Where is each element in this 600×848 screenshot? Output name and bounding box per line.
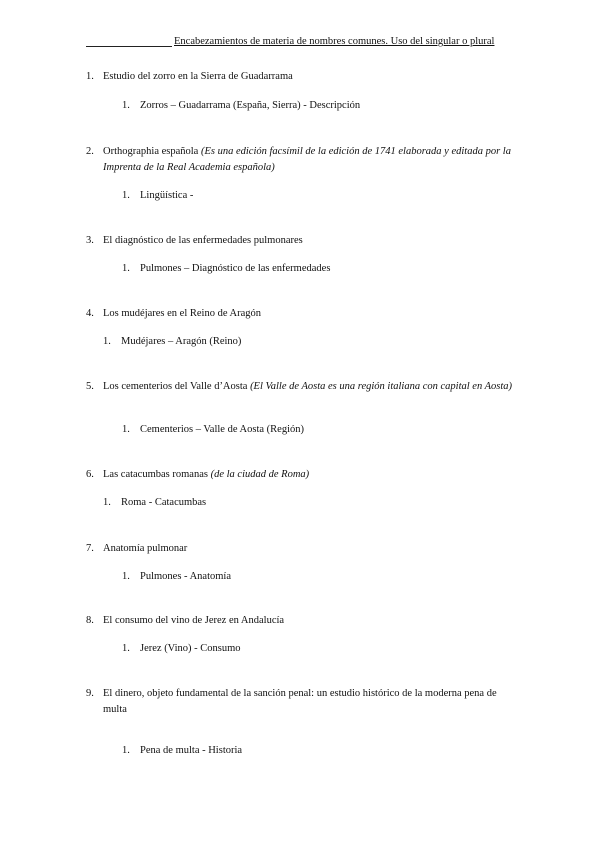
sub-number: 1. <box>103 497 111 508</box>
item-number: 3. <box>86 235 94 246</box>
sub-heading <box>122 424 304 435</box>
item-note: (de la ciudad de Roma) <box>210 469 310 480</box>
item-note: (El Valle de Aosta es una región italiana con capital en Aosta) <box>250 381 513 392</box>
item-number: 9. <box>86 688 94 699</box>
sub-heading <box>122 571 231 582</box>
list-item <box>86 686 516 718</box>
sub-heading <box>122 263 330 274</box>
sub-heading-text: Pena de multa - Historia <box>140 745 243 756</box>
sub-number: 1. <box>122 571 130 582</box>
sub-number: 1. <box>122 745 130 756</box>
sub-heading <box>103 336 241 347</box>
sub-heading <box>122 190 193 201</box>
sub-heading-text: Mudéjares – Aragón (Reino) <box>121 336 242 347</box>
list-item <box>86 541 516 557</box>
item-title: Orthographia española <box>103 146 201 157</box>
list-item <box>86 233 516 249</box>
item-number: 2. <box>86 146 94 157</box>
list-item <box>86 69 516 85</box>
item-number: 6. <box>86 469 94 480</box>
list-item <box>86 613 516 629</box>
item-number: 8. <box>86 615 94 626</box>
sub-heading-text: Cementerios – Valle de Aosta (Región) <box>140 424 304 435</box>
sub-heading <box>122 100 360 111</box>
item-title: Los mudéjares en el Reino de Aragón <box>103 308 262 319</box>
item-number: 4. <box>86 308 94 319</box>
sub-heading-text: Zorros – Guadarrama (España, Sierra) - Descripción <box>140 100 361 111</box>
sub-heading <box>122 643 241 654</box>
sub-number: 1. <box>122 190 130 201</box>
sub-heading-text: Roma - Catacumbas <box>121 497 207 508</box>
list-item <box>86 306 516 322</box>
header-rule <box>86 46 172 47</box>
item-title: Estudio del zorro en la Sierra de Guadarrama <box>103 71 293 82</box>
item-title: El dinero, objeto fundamental de la sanción penal: un estudio histórico de la moderna pena de multa <box>103 688 497 715</box>
item-title: El consumo del vino de Jerez en Andalucía <box>103 615 285 626</box>
item-note: (Es una edición facsímil de la edición de 1741 elaborada y editada por la Imprenta de la Real Academia española) <box>103 146 511 173</box>
sub-heading-text: Pulmones – Diagnóstico de las enfermedades <box>140 263 331 274</box>
item-number: 5. <box>86 381 94 392</box>
sub-heading <box>103 497 206 508</box>
sub-heading <box>122 745 242 756</box>
sub-heading-text: Jerez (Vino) - Consumo <box>140 643 241 654</box>
list-item <box>86 467 516 483</box>
item-title: Las catacumbas romanas <box>103 469 211 480</box>
item-title: Los cementerios del Valle d’Aosta <box>103 381 251 392</box>
sub-number: 1. <box>122 643 130 654</box>
list-item <box>86 144 516 176</box>
sub-number: 1. <box>122 100 130 111</box>
sub-number: 1. <box>122 263 130 274</box>
item-number: 7. <box>86 543 94 554</box>
page-header-title: Encabezamientos de materia de nombres comunes. Uso del singular o plural <box>174 36 495 47</box>
item-number: 1. <box>86 71 94 82</box>
item-title: Anatomía pulmonar <box>103 543 188 554</box>
sub-heading-text: Pulmones - Anatomía <box>140 571 231 582</box>
item-title: El diagnóstico de las enfermedades pulmonares <box>103 235 303 246</box>
sub-number: 1. <box>103 336 111 347</box>
sub-number: 1. <box>122 424 130 435</box>
list-item <box>86 379 516 395</box>
sub-heading-text: Lingüística - <box>140 190 194 201</box>
